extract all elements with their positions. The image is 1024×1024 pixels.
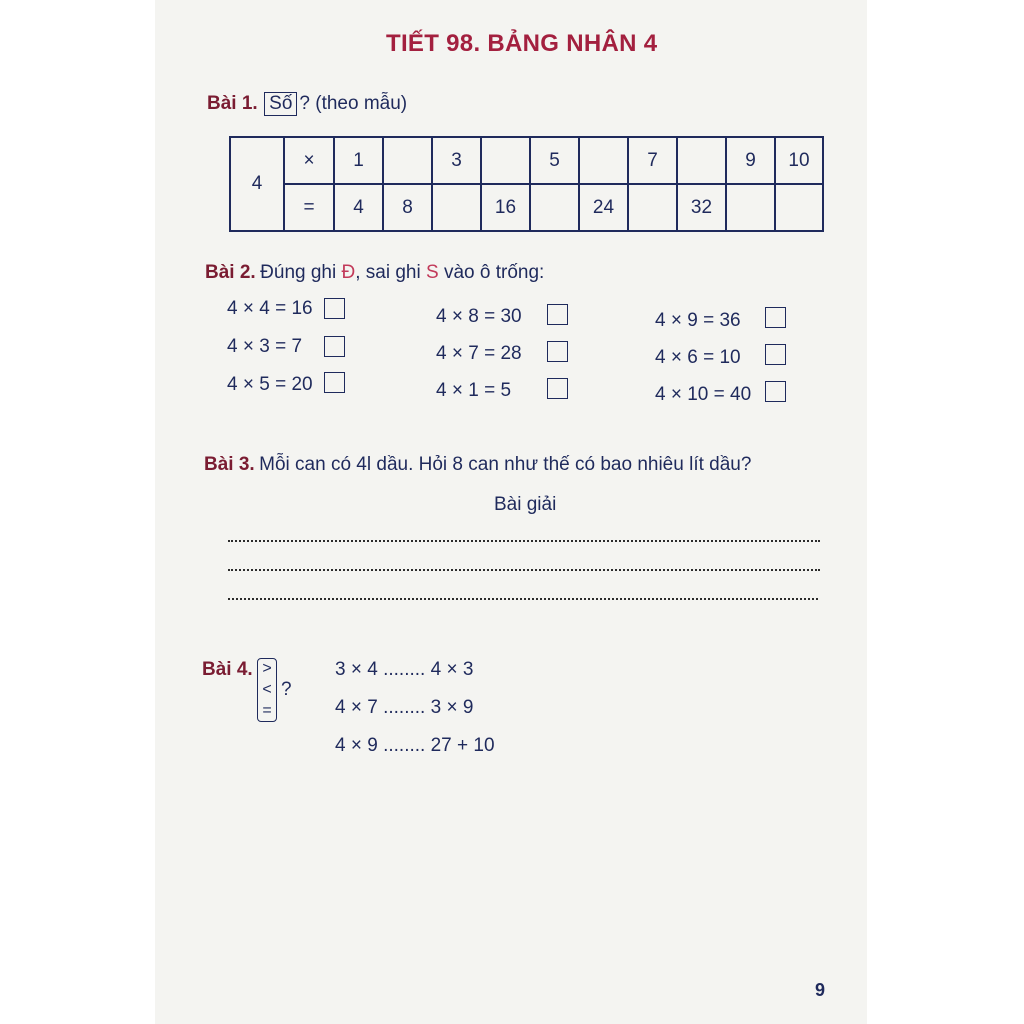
exercise-2-instruction-a: Đúng ghi [260, 262, 342, 283]
greater-than-sign: > [262, 660, 272, 678]
answer-checkbox[interactable] [765, 307, 786, 328]
multiplier-cell[interactable] [677, 137, 726, 184]
multiplier-cell[interactable] [481, 137, 530, 184]
exercise-3-question: Mỗi can có 4l dầu. Hỏi 8 can như thế có bao nhiêu lít dầu? [259, 454, 752, 475]
product-cell: 4 [334, 184, 383, 231]
comparison-right: 3 × 9 [430, 697, 474, 718]
multiplication-table [229, 136, 824, 232]
multiplier-cell: 7 [628, 137, 677, 184]
exercise-3-label: Bài 3. [204, 454, 255, 475]
answer-checkbox[interactable] [547, 341, 568, 362]
product-cell[interactable] [726, 184, 775, 231]
product-cell: 24 [579, 184, 628, 231]
equation-text: 4 × 8 = 30 [436, 306, 522, 327]
page-number: 9 [815, 980, 826, 1000]
product-cell: 16 [481, 184, 530, 231]
table-factor-cell: 4 [230, 137, 284, 231]
comparison-row [335, 659, 473, 681]
equation-text: 4 × 4 = 16 [227, 298, 313, 319]
page-title: TIẾT 98. BẢNG NHÂN 4 [386, 30, 658, 57]
exercise-3-heading [204, 454, 751, 476]
exercise-1-heading [207, 92, 407, 116]
product-cell[interactable] [775, 184, 823, 231]
equals-symbol-cell: = [284, 184, 334, 231]
sai-letter: S [426, 262, 439, 283]
equation-text: 4 × 10 = 40 [655, 384, 752, 405]
less-than-sign: < [262, 680, 272, 698]
product-cell[interactable] [628, 184, 677, 231]
multiplier-cell[interactable] [383, 137, 432, 184]
comparison-row [335, 735, 495, 757]
comparison-signs-box [257, 658, 277, 722]
multiplier-cell: 10 [775, 137, 823, 184]
comparison-blank[interactable]: ........ [383, 735, 426, 756]
comparison-blank[interactable]: ........ [383, 697, 426, 718]
equation-text: 4 × 1 = 5 [436, 380, 512, 401]
product-cell[interactable] [530, 184, 579, 231]
product-cell: 8 [383, 184, 432, 231]
equals-sign: = [262, 701, 272, 719]
multiplier-cell: 3 [432, 137, 481, 184]
product-cell[interactable] [432, 184, 481, 231]
answer-line[interactable] [228, 598, 818, 600]
multiplier-cell[interactable] [579, 137, 628, 184]
exercise-2-heading [205, 262, 544, 284]
equation-text: 4 × 5 = 20 [227, 374, 313, 395]
exercise-4-label: Bài 4. [202, 659, 253, 680]
answer-line[interactable] [228, 569, 820, 571]
comparison-blank[interactable]: ........ [383, 659, 426, 680]
equation-text: 4 × 6 = 10 [655, 347, 741, 368]
question-mark: ? [281, 679, 292, 700]
answer-checkbox[interactable] [765, 381, 786, 402]
multiplier-cell: 5 [530, 137, 579, 184]
answer-checkbox[interactable] [547, 378, 568, 399]
product-cell: 32 [677, 184, 726, 231]
so-box: Số [264, 92, 297, 116]
times-symbol-cell: × [284, 137, 334, 184]
answer-checkbox[interactable] [324, 336, 345, 357]
multiplier-cell: 1 [334, 137, 383, 184]
comparison-row [335, 697, 473, 719]
comparison-right: 4 × 3 [430, 659, 474, 680]
multiplier-cell: 9 [726, 137, 775, 184]
solution-heading: Bài giải [494, 494, 557, 515]
comparison-left: 4 × 9 [335, 735, 378, 756]
equation-text: 4 × 7 = 28 [436, 343, 522, 364]
answer-checkbox[interactable] [324, 298, 345, 319]
exercise-2-instruction-c: vào ô trống: [438, 262, 545, 283]
equation-text: 4 × 3 = 7 [227, 336, 303, 357]
exercise-1-instruction: ? (theo mẫu) [299, 93, 408, 114]
answer-checkbox[interactable] [547, 304, 568, 325]
answer-line[interactable] [228, 540, 820, 542]
dung-letter: Đ [341, 262, 356, 283]
comparison-left: 4 × 7 [335, 697, 378, 718]
equation-text: 4 × 9 = 36 [655, 310, 741, 331]
exercise-2-instruction-b: , sai ghi [355, 262, 426, 283]
comparison-left: 3 × 4 [335, 659, 378, 680]
exercise-1-label: Bài 1. [207, 93, 258, 114]
exercise-2-label: Bài 2. [205, 262, 256, 283]
answer-checkbox[interactable] [765, 344, 786, 365]
comparison-right: 27 + 10 [430, 735, 495, 756]
answer-checkbox[interactable] [324, 372, 345, 393]
